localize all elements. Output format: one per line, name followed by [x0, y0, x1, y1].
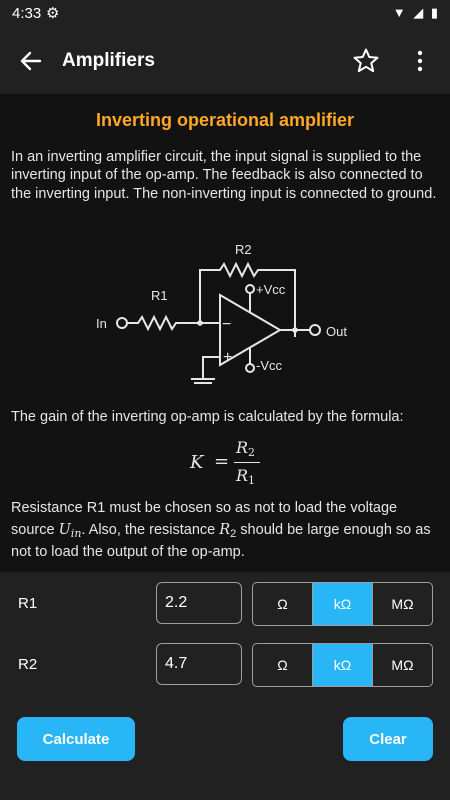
vcc-negative-label: -Vcc [256, 358, 282, 373]
gain-paragraph: The gain of the inverting op-amp is calculated by the formula: [11, 409, 404, 425]
back-arrow-icon[interactable] [18, 48, 44, 74]
formula-numerator: R2 [236, 438, 256, 459]
r1-row-label: R1 [18, 595, 38, 612]
note-paragraph: Resistance R1 must be chosen so as not to load the voltage source $U_{in}$. Also, the resistance $R_2$ should be large enough so as not to load the output of the op-amp. [11, 500, 431, 560]
more-options-icon[interactable] [410, 48, 430, 74]
clear-button[interactable]: Clear [343, 717, 433, 761]
content-area [0, 94, 450, 572]
r2-label: R2 [235, 242, 252, 257]
r2-value-input[interactable] [156, 643, 242, 685]
r2-row-label: R2 [18, 656, 38, 673]
r1-label: R1 [151, 288, 168, 303]
r1-unit-mohm[interactable]: MΩ [372, 583, 432, 625]
node-dot [197, 320, 203, 326]
op-amp-circuit-diagram [90, 234, 360, 384]
r1-unit-kohm[interactable]: kΩ [312, 583, 372, 625]
section-heading: Inverting operational amplifier [95, 110, 355, 130]
r2-unit-ohm[interactable]: Ω [277, 657, 288, 673]
formula-lhs: K [190, 452, 204, 473]
calculate-button[interactable]: Calculate [17, 717, 135, 761]
r2-unit-selector [252, 643, 433, 687]
vcc-positive-label: +Vcc [256, 282, 286, 297]
fraction-bar [234, 462, 260, 463]
output-label: Out [326, 324, 347, 339]
non-inverting-sign: + [223, 349, 233, 366]
app-bar [0, 28, 450, 94]
status-time: 4:33 [12, 5, 42, 22]
formula-equals: = [214, 451, 230, 472]
page-title: Amplifiers [62, 50, 155, 71]
settings-status-icon: ⚙ [46, 5, 60, 22]
r2-unit-kohm[interactable]: kΩ [312, 644, 372, 686]
node-dot [292, 327, 298, 333]
gain-formula [190, 438, 280, 488]
r2-unit-mohm[interactable]: MΩ [372, 644, 432, 686]
battery-icon: ▮ [430, 5, 440, 20]
inverting-sign: − [222, 316, 232, 333]
input-label: In [96, 316, 107, 331]
r1-unit-selector [252, 582, 433, 626]
status-bar [0, 0, 450, 28]
wifi-icon: ▼ [392, 5, 408, 20]
status-icons [393, 5, 440, 21]
r1-value-input[interactable] [156, 582, 242, 624]
favorite-star-icon[interactable] [352, 47, 380, 75]
signal-icon: ◢ [413, 5, 426, 20]
r1-unit-ohm[interactable]: Ω [277, 596, 288, 612]
formula-denominator: R1 [236, 466, 256, 487]
intro-paragraph: In an inverting amplifier circuit, the input signal is supplied to the inverting input of the op-amp. The feedback is also connected to the inverting input. The non-inverting input is connected to ground. [11, 149, 437, 202]
